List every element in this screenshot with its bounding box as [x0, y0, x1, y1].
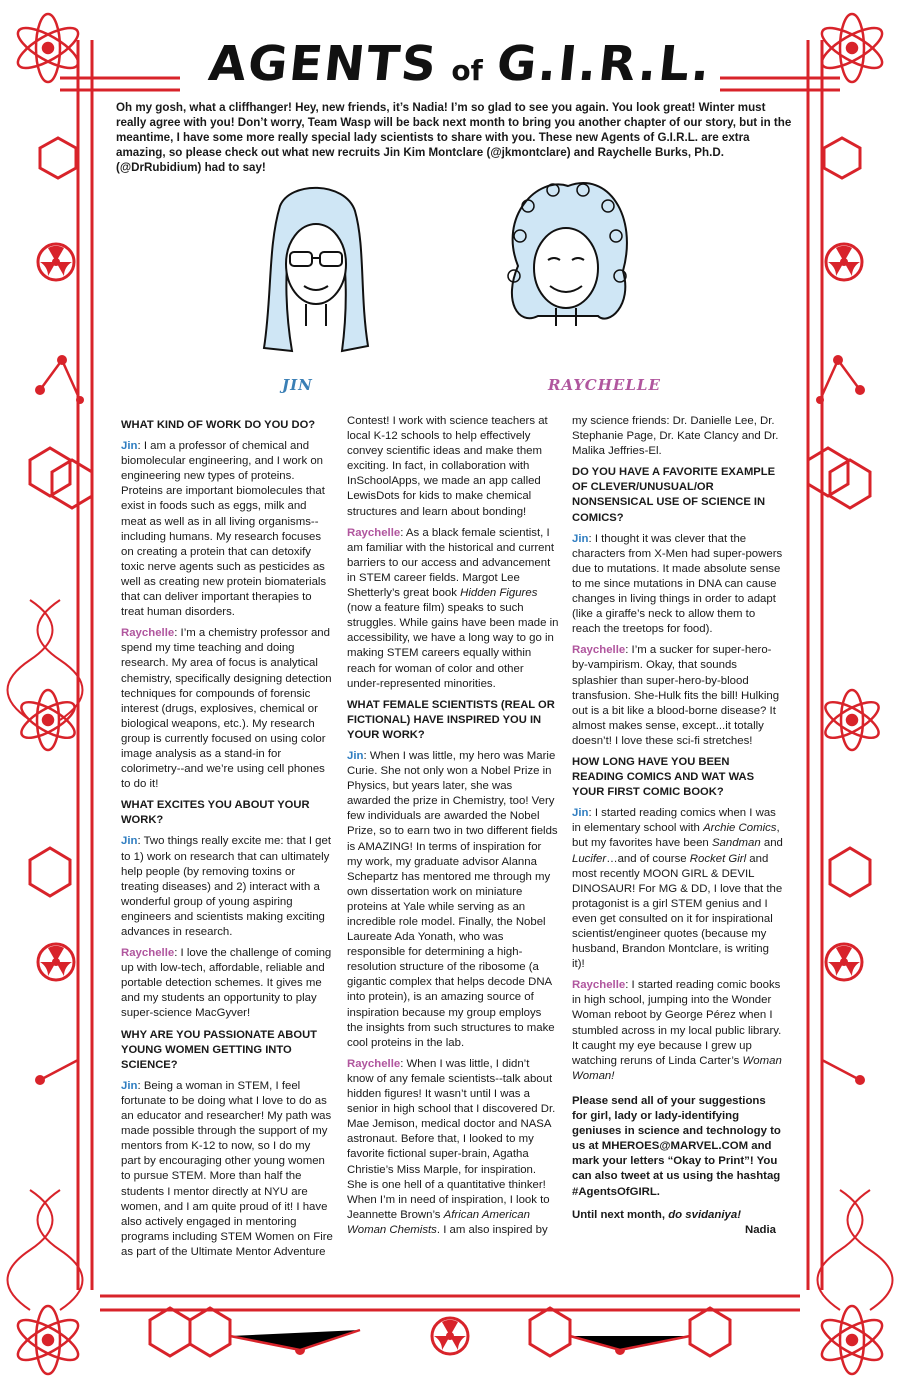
comic-title: Lucifer [572, 852, 607, 865]
title-girl: G.I.R.L. [493, 36, 715, 92]
hexagon-ring-icon [30, 848, 70, 896]
atom-icon [13, 14, 84, 82]
interview-column-2 [347, 414, 559, 1244]
raychelle-portrait-illustration [498, 176, 634, 376]
title-of: of [451, 54, 483, 87]
answer-text: I am a professor of chemical and biomolecular engineering, and I work on engineering new types of proteins. Proteins are important biomolecules that exist in foods such as eggs, milk and meat as well as in all living organisms--including humans. My research focuses on creating a protein that can detoxify toxic nerve agents such as pesticides as well as creating new protein biomaterials that can deliver important therapies to treat human disorders. [121, 440, 327, 619]
hexagon-ring-icon [824, 138, 860, 178]
book-title: Hidden Figures [460, 587, 538, 600]
question-heading: WHAT KIND OF WORK DO YOU DO? [121, 419, 316, 431]
signoff-text: Until next month, [572, 1208, 669, 1221]
answer-paragraph: Raychelle: I love the challenge of coming up with low-tech, affordable, reliable and portable detection schemes. It gives me and my students an opportunity to play super-science MacGyver! [121, 947, 332, 1020]
intro-paragraph: Oh my gosh, what a cliffhanger! Hey, new friends, it’s Nadia! I’m so glad to see you again. You look great! Winter must really agree with you! Don’t worry, Team Wasp will be back next month to bring you another chapter of our story, but in the meantime, I have some more really special lady scientists to share with you. These new Agents of G.I.R.L. are extra amazing, so please check out what new recruits Jin Kim Montclare (@jkmontclare) and Raychelle Burks, Ph.D. (@DrRubidium) had to say! [116, 101, 792, 174]
answer-text: As a black female scientist, I am familiar with the historical and current barriers to our access and advancement in STEM career fields. Margot Lee Shetterly’s great book [347, 526, 555, 600]
dna-helix-icon [818, 1190, 893, 1310]
jin-portrait-illustration [250, 176, 380, 376]
atom-icon [17, 690, 80, 750]
dna-helix-icon [8, 1190, 83, 1310]
speaker-jin: Jin [121, 835, 138, 848]
answer-text: When I was little, my hero was Marie Curie. She not only won a Nobel Prize in Physics, but years later, she was awarded the prize in Chemistry, too! Very few individuals are awarded the Nobel Prize, so to earn two in two different fields is AMAZING! In terms of inspiration for my work, my graduate advisor Alanna Schepartz has mentored me through my own dissertation work on miniature proteins at Yale while serving as an incredible role model. Finally, the Nobel Laureate Ada Yonath, who was responsible for determining a high-resolution structure of the ribosome (a gigantic complex that helps decode DNA into protein), is an amazing source of inspiration because my group employs the insights from such structures to make cool proteins in the lab. [347, 749, 558, 1049]
answer-paragraph: Raychelle: I’m a chemistry professor and spend my time teaching and doing research. My area of focus is analytical chemistry, specifically designing detection techniques for compounds of forensic interest (drugs, explosives, chemical or biological weapons, etc.). My research group is currently focused on using color image analysis as a stand-in for colorimetry--and we’re using cell phones to do it! [121, 627, 332, 791]
hexagon-ring-icon [150, 1308, 190, 1356]
hexagon-ring-icon [30, 448, 70, 496]
answer-text: Being a woman in STEM, I feel fortunate to be doing what I love to do as an educator and researcher! My path was made possible through the support of my mentors from K-12 to now, so I do my part by encouraging other young women to pursue STEM. More than half the students I mentor directly at NYU are women, and I am quite proud of it! I have also actively engaged in mentoring programs including STEM Women on Fire as part of the Ultimate Mentor Adventure [121, 1079, 333, 1258]
answer-text: …and of course [606, 852, 690, 865]
answer-text: I started reading comic books in high school, jumping into the Wonder Woman reboot by George Pérez when I stumbled across in my local public library. It caught my eye because I grew up watching reruns of Linda Carter’s [572, 979, 782, 1067]
question-heading: DO YOU HAVE A FAVORITE EXAMPLE OF CLEVER/UNUSUAL/OR NONSENSICAL USE OF SCIENCE IN COMICS? [572, 466, 776, 524]
speaker-jin: Jin [572, 807, 589, 820]
speaker-jin: Jin [121, 440, 138, 453]
atom-icon [817, 14, 888, 82]
comic-title: Rocket Girl [689, 852, 747, 865]
answer-text: I thought it was clever that the characters from X-Men had super-powers due to mutations. It made absolute sense to me since mutations in DNA can cause changes in living things in order to adapt (like a giraffe’s neck to allow them to reach the treetops for food). [572, 532, 783, 636]
jin-caption: JIN [282, 376, 313, 394]
interview-column-1 [121, 414, 333, 1266]
comic-title: Archie Comics [703, 822, 777, 835]
hexagon-ring-icon [690, 1308, 730, 1356]
answer-text: . I am also inspired by [436, 1223, 548, 1236]
hexagon-ring-icon [52, 460, 92, 508]
hexagon-ring-icon [808, 448, 848, 496]
title-agents: AGENTS [205, 36, 441, 92]
answer-text: Two things really excite me: that I get to 1) work on research that can ultimately help people (by removing toxins or treating diseases) and 2) interact with a wonderful group of young aspiring engineers and scientists making exciting advances in research. [121, 835, 331, 938]
radiation-icon [826, 944, 862, 980]
hexagon-ring-icon [830, 460, 870, 508]
book-title: African American Woman Chemists [347, 1208, 530, 1236]
answer-paragraph: my science friends: Dr. Danielle Lee, Dr. Stephanie Page, Dr. Kate Clancy and Dr. Malika Jeffries-El. [572, 415, 779, 458]
speaker-jin: Jin [572, 532, 589, 545]
hexagon-ring-icon [40, 138, 76, 178]
radiation-icon [826, 244, 862, 280]
speaker-raychelle: Raychelle [347, 1057, 401, 1070]
question-heading: WHAT FEMALE SCIENTISTS (REAL OR FICTIONAL) HAVE INSPIRED YOU IN YOUR WORK? [347, 698, 555, 741]
answer-text: I started reading comics when I was in elementary school with [572, 807, 776, 835]
speaker-raychelle: Raychelle [347, 526, 401, 539]
answer-paragraph: Jin: Two things really excite me: that I get to 1) work on research that can ultimately help people (by removing toxins or treating diseases) and 2) interact with a wonderful group of young aspiring engineers and scientists making exciting advances in research. [121, 835, 331, 938]
answer-text: (now a feature film) speaks to such struggles. While gains have been made in accessibility, we have a long way to go in making STEM careers equally within reach for woman of color and other under-represented minorities. [347, 602, 559, 690]
answer-paragraph: Jin: I am a professor of chemical and biomolecular engineering, and I work on engineering new types of proteins. Proteins are important biomolecules that exist in foods such as eggs, milk and meat as well as in all living organisms--including humans. My research focuses on creating a protein that can detoxify toxic nerve agents such as pesticides as well as creating new protein biomaterials that can deliver important therapies to treat human disorders. [121, 440, 327, 619]
answer-text: I’m a chemistry professor and spend my time teaching and doing research. My area of focus is analytical chemistry, specifically designing detection techniques for compounds of forensic interest (drugs, explosives, chemical or biological weapons, etc.). My research group is currently focused on using color image analysis as a stand-in for colorimetry--and we’re using cell phones to do it! [121, 627, 332, 791]
speaker-raychelle: Raychelle [121, 947, 175, 960]
question-heading: HOW LONG HAVE YOU BEEN READING COMICS AND WAT WAS YOUR FIRST COMIC BOOK? [572, 755, 755, 799]
hexagon-ring-icon [830, 848, 870, 896]
page-title [190, 36, 730, 100]
answer-paragraph: Raychelle: When I was little, I didn’t know of any female scientists--talk about hidden figures! It wasn’t until I was a senior in high school that I discovered Dr. Mae Jemison, medical doctor and NASA astronaut. Before that, I looked to my favorite fictional super-brain, Agatha Christie’s Miss Marple, for inspiration. She is one hell of a quantitative thinker! When I’m in need of inspiration, I look to Jeannette Brown’s African American Woman Chemists. I am also inspired by [347, 1057, 556, 1236]
hexagon-ring-icon [190, 1308, 230, 1356]
answer-paragraph: Jin: I started reading comics when I was in elementary school with Archie Comics, but my favorites have been Sandman and Lucifer…and of course Rocket Girl and most recently MOON GIRL & DEVIL DINOSAUR! For MG & DD, I love that the protagonist is a girl STEM genius and I even get consulted on it for inspirational scientist/engineer quotes (because my husband, Brandon Montclare, is writing it)! [572, 807, 783, 971]
answer-paragraph: Contest! I work with science teachers at local K-12 schools to help effectively convey scientific ideas and make them exciting. In fact, in collaboration with InSchoolApps, we made an app called LewisDots for kids to make chemical structures and learn about bonding! [347, 415, 548, 518]
speaker-raychelle: Raychelle [572, 979, 626, 992]
answer-text: and most recently MOON GIRL & DEVIL DINOSAUR! For MG & DD, I love that the protagonist is a girl STEM genius and I even get consulted on it for inspirational scientist/engineer quotes (because my husband, Brandon Montclare, is writing it)! [572, 852, 783, 971]
interview-column-3 [572, 414, 784, 1238]
speaker-jin: Jin [347, 749, 364, 762]
signoff-farewell: do svidaniya! [668, 1208, 741, 1221]
atom-icon [817, 1306, 888, 1374]
signature: Nadia [744, 1223, 776, 1236]
speaker-jin: Jin [121, 1079, 138, 1092]
raychelle-caption: RAYCHELLE [548, 376, 661, 394]
answer-paragraph: Jin: Being a woman in STEM, I feel fortunate to be doing what I love to do as an educator and researcher! My path was made possible through the support of my mentors from K-12 to now, so I do my part by encouraging other young women to pursue STEM. More than half the students I mentor directly at NYU are women, and I am quite proud of it! I have also actively engaged in mentoring programs including STEM Women on Fire as part of the Ultimate Mentor Adventure [121, 1079, 333, 1258]
atom-icon [13, 1306, 84, 1374]
show-title: Woman Woman! [572, 1054, 782, 1082]
answer-text: When I was little, I didn’t know of any female scientists--talk about hidden figures! It wasn’t until I was a senior in high school that I discovered Dr. Mae Jemison, medical doctor and NASA astronaut. Before that, I looked to my favorite fictional super-brain, Agatha Christie’s Miss Marple, for inspiration. She is one hell of a quantitative thinker! When I’m in need of inspiration, I look to Jeannette Brown’s [347, 1057, 556, 1221]
question-heading: WHAT EXCITES YOU ABOUT YOUR WORK? [121, 799, 310, 827]
answer-paragraph: Jin: I thought it was clever that the characters from X-Men had super-powers due to mutations. It made absolute sense to me since mutations in DNA can cause changes in living things in order to adapt (like a giraffe’s neck to allow them to reach the treetops for food). [572, 532, 783, 636]
speaker-raychelle: Raychelle [572, 644, 626, 657]
signoff-line [572, 1208, 784, 1223]
atom-icon [821, 690, 884, 750]
answer-paragraph: Raychelle: I started reading comic books in high school, jumping into the Wonder Woman reboot by George Pérez when I stumbled across in my local public library. It caught my eye because I grew up watching reruns of Linda Carter’s Woman Woman! [572, 979, 782, 1082]
answer-text: , but my favorites have been [572, 822, 780, 850]
speaker-raychelle: Raychelle [121, 627, 175, 640]
hexagon-ring-icon [530, 1308, 570, 1356]
radiation-icon [432, 1318, 468, 1354]
closing-call-to-action: Please send all of your suggestions for girl, lady or lady-identifying geniuses in science and technology to us at MHEROES@MARVEL.COM and mark your letters “Okay to Print”! You can also tweet at us using the hashtag #AgentsOfGIRL. [572, 1094, 781, 1198]
radiation-icon [38, 944, 74, 980]
answer-text: I love the challenge of coming up with low-tech, affordable, reliable and portable detection schemes. It gives me and my students an opportunity to play super-science MacGyver! [121, 947, 332, 1020]
question-heading: WHY ARE YOU PASSIONATE ABOUT YOUNG WOMEN GETTING INTO SCIENCE? [121, 1028, 318, 1071]
answer-text: I’m a sucker for super-hero-by-vampirism. Okay, that sounds splashier than super-hero-by-blood transfusion. She-Hulk fits the bill! Hulking out is a bit like a blood-borne disease? It almost makes sense, except...it totally doesn’t! I love these sci-fi stretches! [572, 644, 780, 747]
answer-paragraph: Jin: When I was little, my hero was Marie Curie. She not only won a Nobel Prize in Physics, but years later, she was awarded the prize in Chemistry, too! Very few individuals are awarded the Nobel Prize, so to earn two in two different fields is AMAZING! In terms of inspiration for my work, my graduate advisor Alanna Schepartz has mentored me through my own dissertation work on miniature proteins at Yale while serving as an incredible role model. Finally, the Nobel Laureate Ada Yonath, who was responsible for determining a high-resolution structure of the ribosome (a gigantic complex that helps decode DNA into protein), is an amazing source of inspiration because my group employs the insights from such structures to make cool proteins in the lab. [347, 749, 558, 1049]
comic-title: Sandman [711, 837, 761, 850]
answer-paragraph: Raychelle: As a black female scientist, I am familiar with the historical and current barriers to our access and advancement in STEM career fields. Margot Lee Shetterly’s great book Hidden Figures (now a feature film) speaks to such struggles. While gains have been made in accessibility, we have a long way to go in making STEM careers equally within reach for woman of color and other under-represented minorities. [347, 526, 559, 690]
answer-text: and [760, 837, 783, 850]
radiation-icon [38, 244, 74, 280]
answer-paragraph: Raychelle: I’m a sucker for super-hero-by-vampirism. Okay, that sounds splashier than super-hero-by-blood transfusion. She-Hulk fits the bill! Hulking out is a bit like a blood-borne disease? It almost makes sense, except...it totally doesn’t! I love these sci-fi stretches! [572, 644, 780, 747]
